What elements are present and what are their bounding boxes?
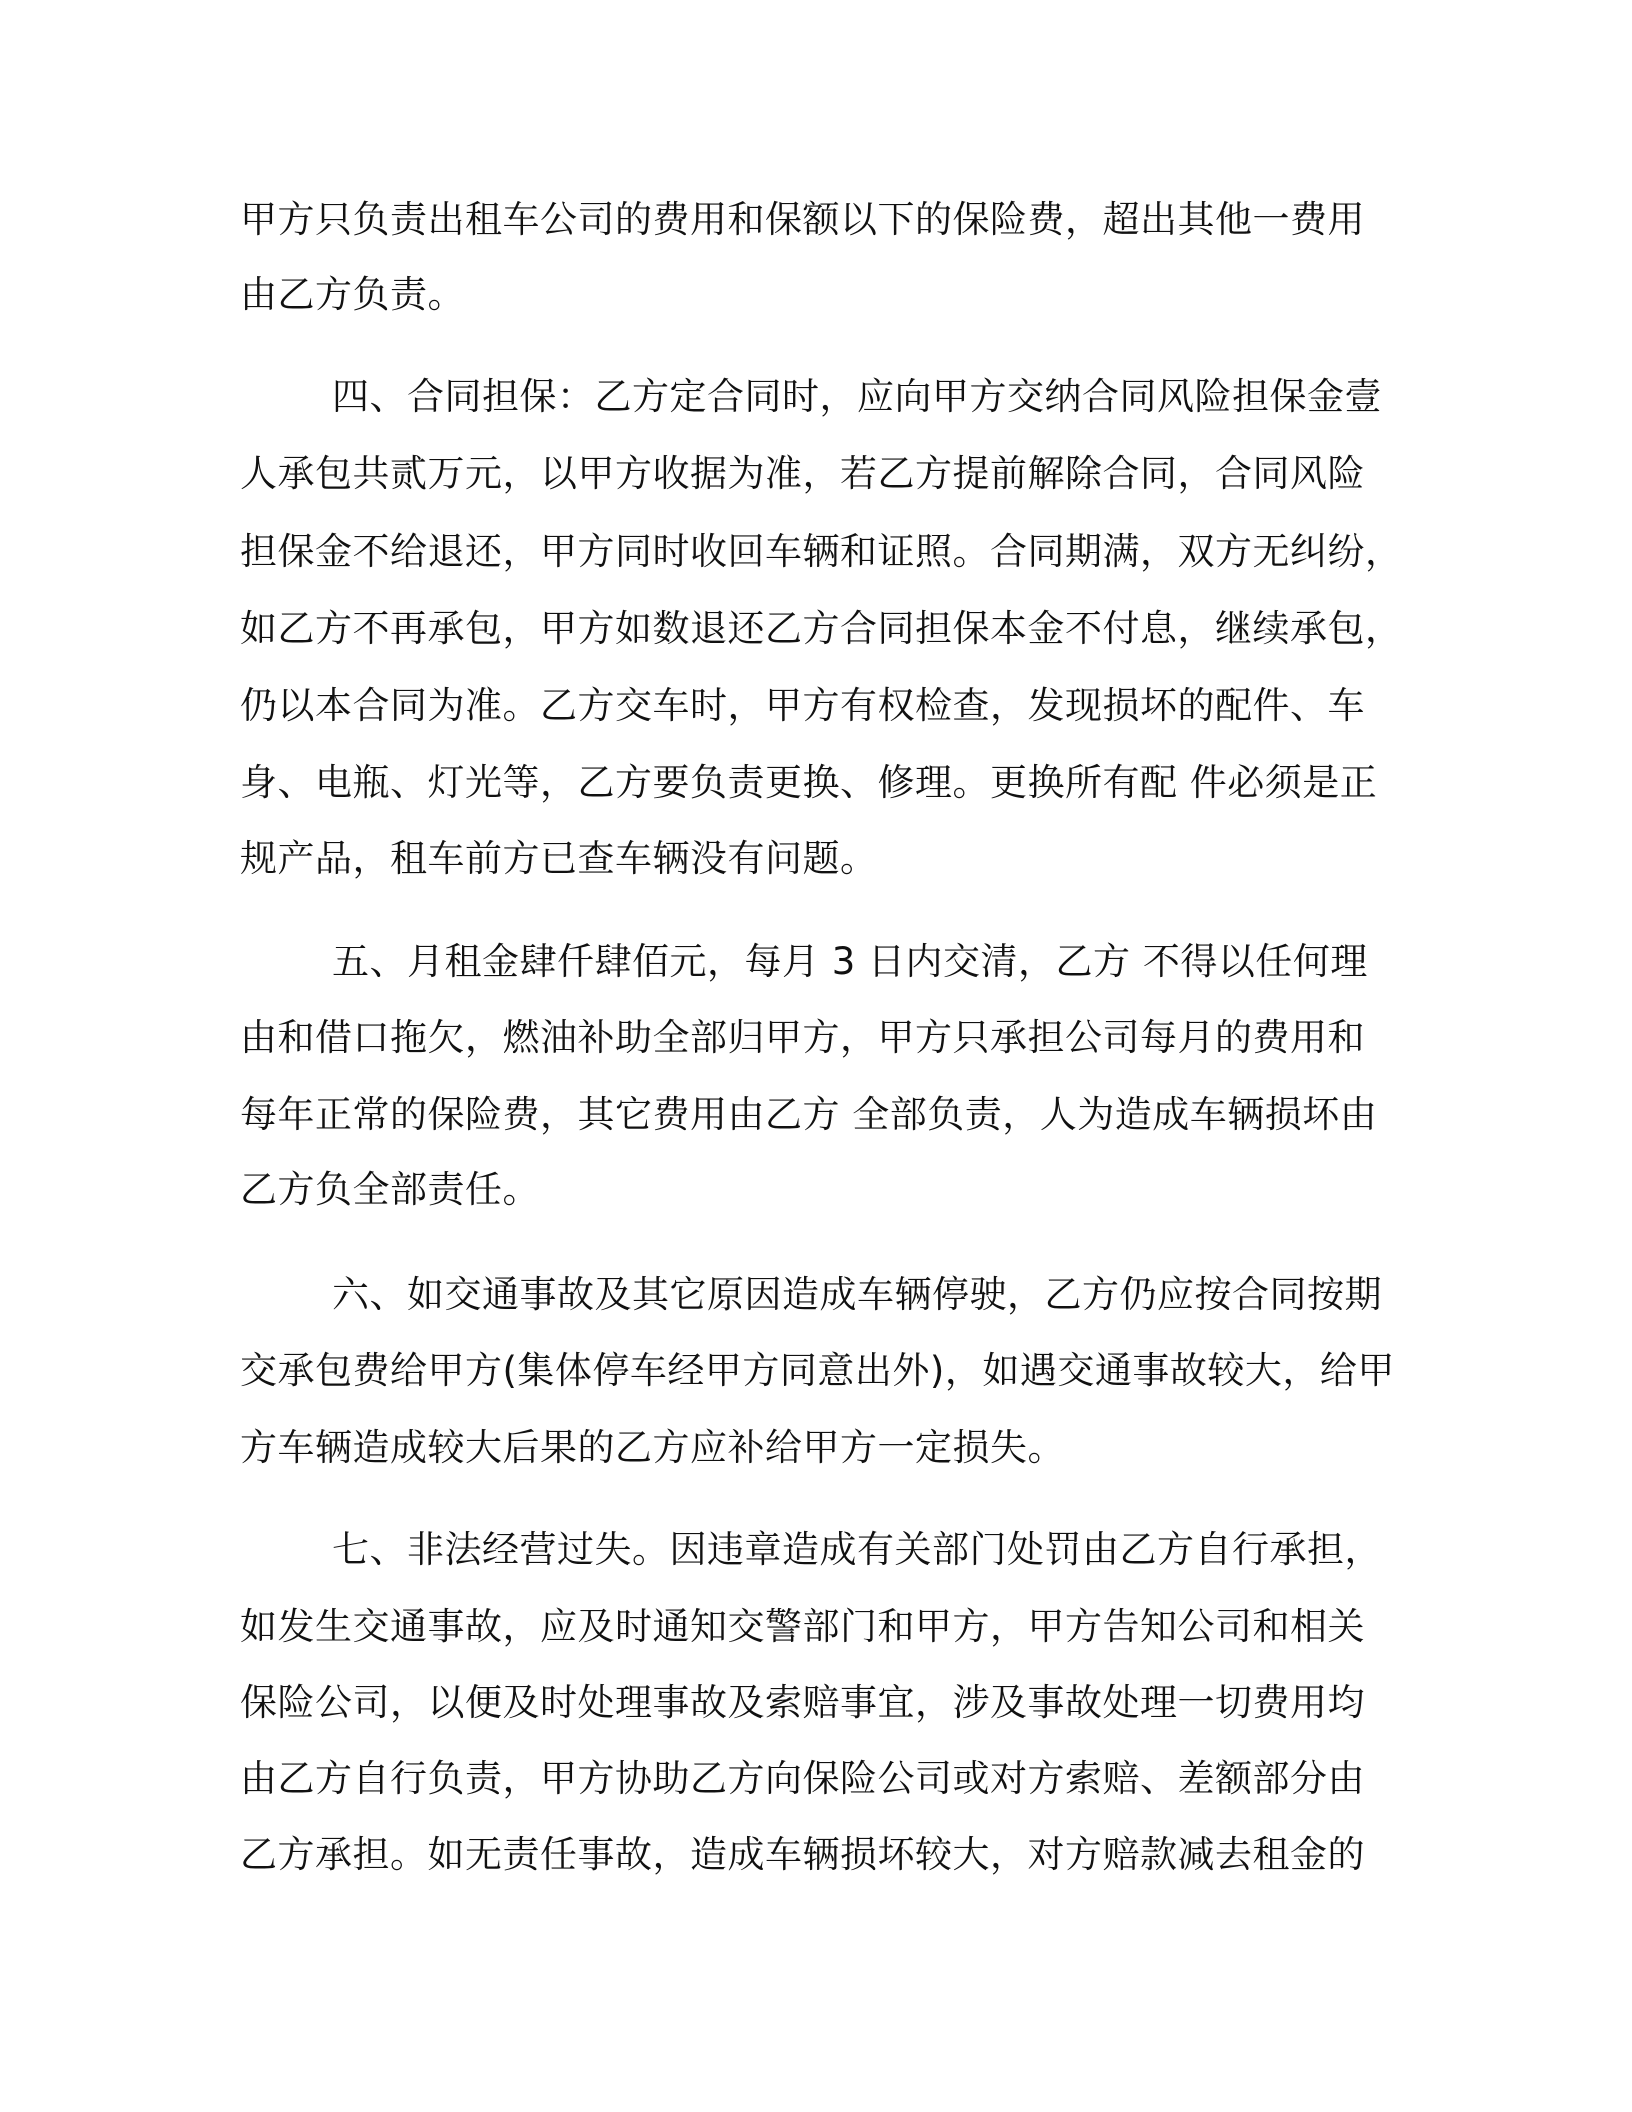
text-line: 七、非法经营过失。因违章造成有关部门处罚由乙方自行承担， xyxy=(332,1528,1382,1571)
text-line: 甲方只负责出租车公司的费用和保额以下的保险费，超出其他一费用 xyxy=(240,198,1365,241)
text-line: 保险公司，以便及时处理事故及索赔事宜，涉及事故处理一切费用均 xyxy=(240,1681,1365,1724)
text-line: 人承包共贰万元，以甲方收据为准，若乙方提前解除合同，合同风险 xyxy=(240,452,1365,495)
text-line: 担保金不给退还，甲方同时收回车辆和证照。合同期满，双方无纠纷， xyxy=(240,530,1403,573)
text-line: 如乙方不再承包，甲方如数退还乙方合同担保本金不付息，继续承包， xyxy=(240,607,1403,650)
text-line: 方车辆造成较大后果的乙方应补给甲方一定损失。 xyxy=(240,1426,1065,1469)
text-line: 如发生交通事故，应及时通知交警部门和甲方，甲方告知公司和相关 xyxy=(240,1605,1365,1648)
text-line: 身、电瓶、灯光等，乙方要负责更换、修理。更换所有配 件必须是正 xyxy=(240,761,1378,804)
text-line: 每年正常的保险费，其它费用由乙方 全部负责，人为造成车辆损坏由 xyxy=(240,1093,1378,1136)
text-line: 乙方负全部责任。 xyxy=(240,1168,540,1211)
text-line: 乙方承担。如无责任事故，造成车辆损坏较大，对方赔款减去租金的 xyxy=(240,1833,1365,1876)
text-line: 六、如交通事故及其它原因造成车辆停驶，乙方仍应按合同按期 xyxy=(332,1273,1382,1316)
text-line: 仍以本合同为准。乙方交车时，甲方有权检查，发现损坏的配件、车 xyxy=(240,684,1365,727)
text-line: 交承包费给甲方(集体停车经甲方同意出外)，如遇交通事故较大，给甲 xyxy=(240,1349,1395,1392)
text-line: 由乙方自行负责，甲方协助乙方向保险公司或对方索赔、差额部分由 xyxy=(240,1757,1365,1800)
text-line: 由乙方负责。 xyxy=(240,273,465,316)
text-line: 规产品，租车前方已查车辆没有问题。 xyxy=(240,837,878,880)
text-line: 四、合同担保：乙方定合同时，应向甲方交纳合同风险担保金壹 xyxy=(332,375,1382,418)
text-line: 由和借口拖欠，燃油补助全部归甲方，甲方只承担公司每月的费用和 xyxy=(240,1016,1365,1059)
text-line: 五、月租金肆仟肆佰元，每月 3 日内交清，乙方 不得以任何理 xyxy=(332,940,1368,983)
